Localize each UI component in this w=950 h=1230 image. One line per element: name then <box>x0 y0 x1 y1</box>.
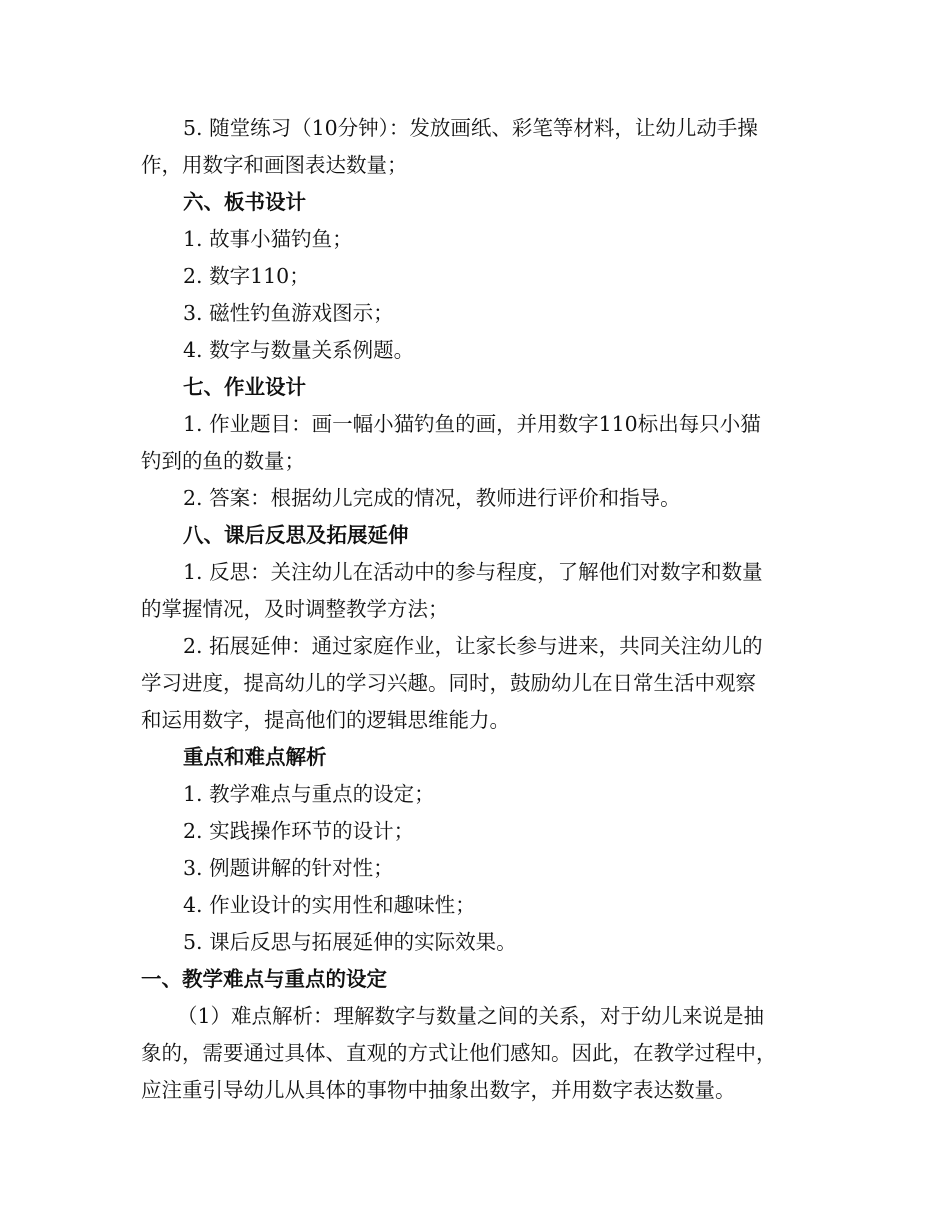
paragraph-line: 象的，需要通过具体、直观的方式让他们感知。因此，在教学过程中， <box>141 1041 777 1065</box>
paragraph-line: 学习进度，提高幼儿的学习兴趣。同时，鼓励幼儿在日常生活中观察 <box>141 671 756 695</box>
section-heading: 七、作业设计 <box>183 375 306 399</box>
document-page <box>141 110 811 1109</box>
list-item: 2. 答案：根据幼儿完成的情况，教师进行评价和指导。 <box>183 486 681 510</box>
list-item: 4. 数字与数量关系例题。 <box>183 338 415 362</box>
paragraph-line: 5. 随堂练习（10分钟）：发放画纸、彩笔等材料，让幼儿动手操 <box>183 116 758 140</box>
paragraph-line: 钓到的鱼的数量； <box>141 449 305 473</box>
list-item: 1. 作业题目：画一幅小猫钓鱼的画，并用数字110标出每只小猫 <box>183 412 761 436</box>
section-heading: 重点和难点解析 <box>183 745 327 769</box>
list-item: 1. 教学难点与重点的设定； <box>183 782 435 806</box>
section-heading: 八、课后反思及拓展延伸 <box>183 523 409 547</box>
paragraph-line: 应注重引导幼儿从具体的事物中抽象出数字，并用数字表达数量。 <box>141 1078 736 1102</box>
list-item: 3. 例题讲解的针对性； <box>183 856 394 880</box>
section-heading: 六、板书设计 <box>183 190 306 214</box>
paragraph-line: （1）难点解析：理解数字与数量之间的关系，对于幼儿来说是抽 <box>177 1004 765 1028</box>
list-item: 3. 磁性钓鱼游戏图示； <box>183 301 394 325</box>
list-item: 1. 故事小猫钓鱼； <box>183 227 353 251</box>
section-heading: 一、教学难点与重点的设定 <box>141 967 387 991</box>
list-item: 2. 实践操作环节的设计； <box>183 819 415 843</box>
list-item: 2. 数字110； <box>183 264 310 288</box>
paragraph-line: 和运用数字，提高他们的逻辑思维能力。 <box>141 708 510 732</box>
list-item: 1. 反思：关注幼儿在活动中的参与程度，了解他们对数字和数量 <box>183 560 763 584</box>
paragraph-line: 的掌握情况，及时调整教学方法； <box>141 597 449 621</box>
list-item: 4. 作业设计的实用性和趣味性； <box>183 893 476 917</box>
paragraph-line: 作，用数字和画图表达数量； <box>141 153 408 177</box>
list-item: 2. 拓展延伸：通过家庭作业，让家长参与进来，共同关注幼儿的 <box>183 634 763 658</box>
list-item: 5. 课后反思与拓展延伸的实际效果。 <box>183 930 517 954</box>
